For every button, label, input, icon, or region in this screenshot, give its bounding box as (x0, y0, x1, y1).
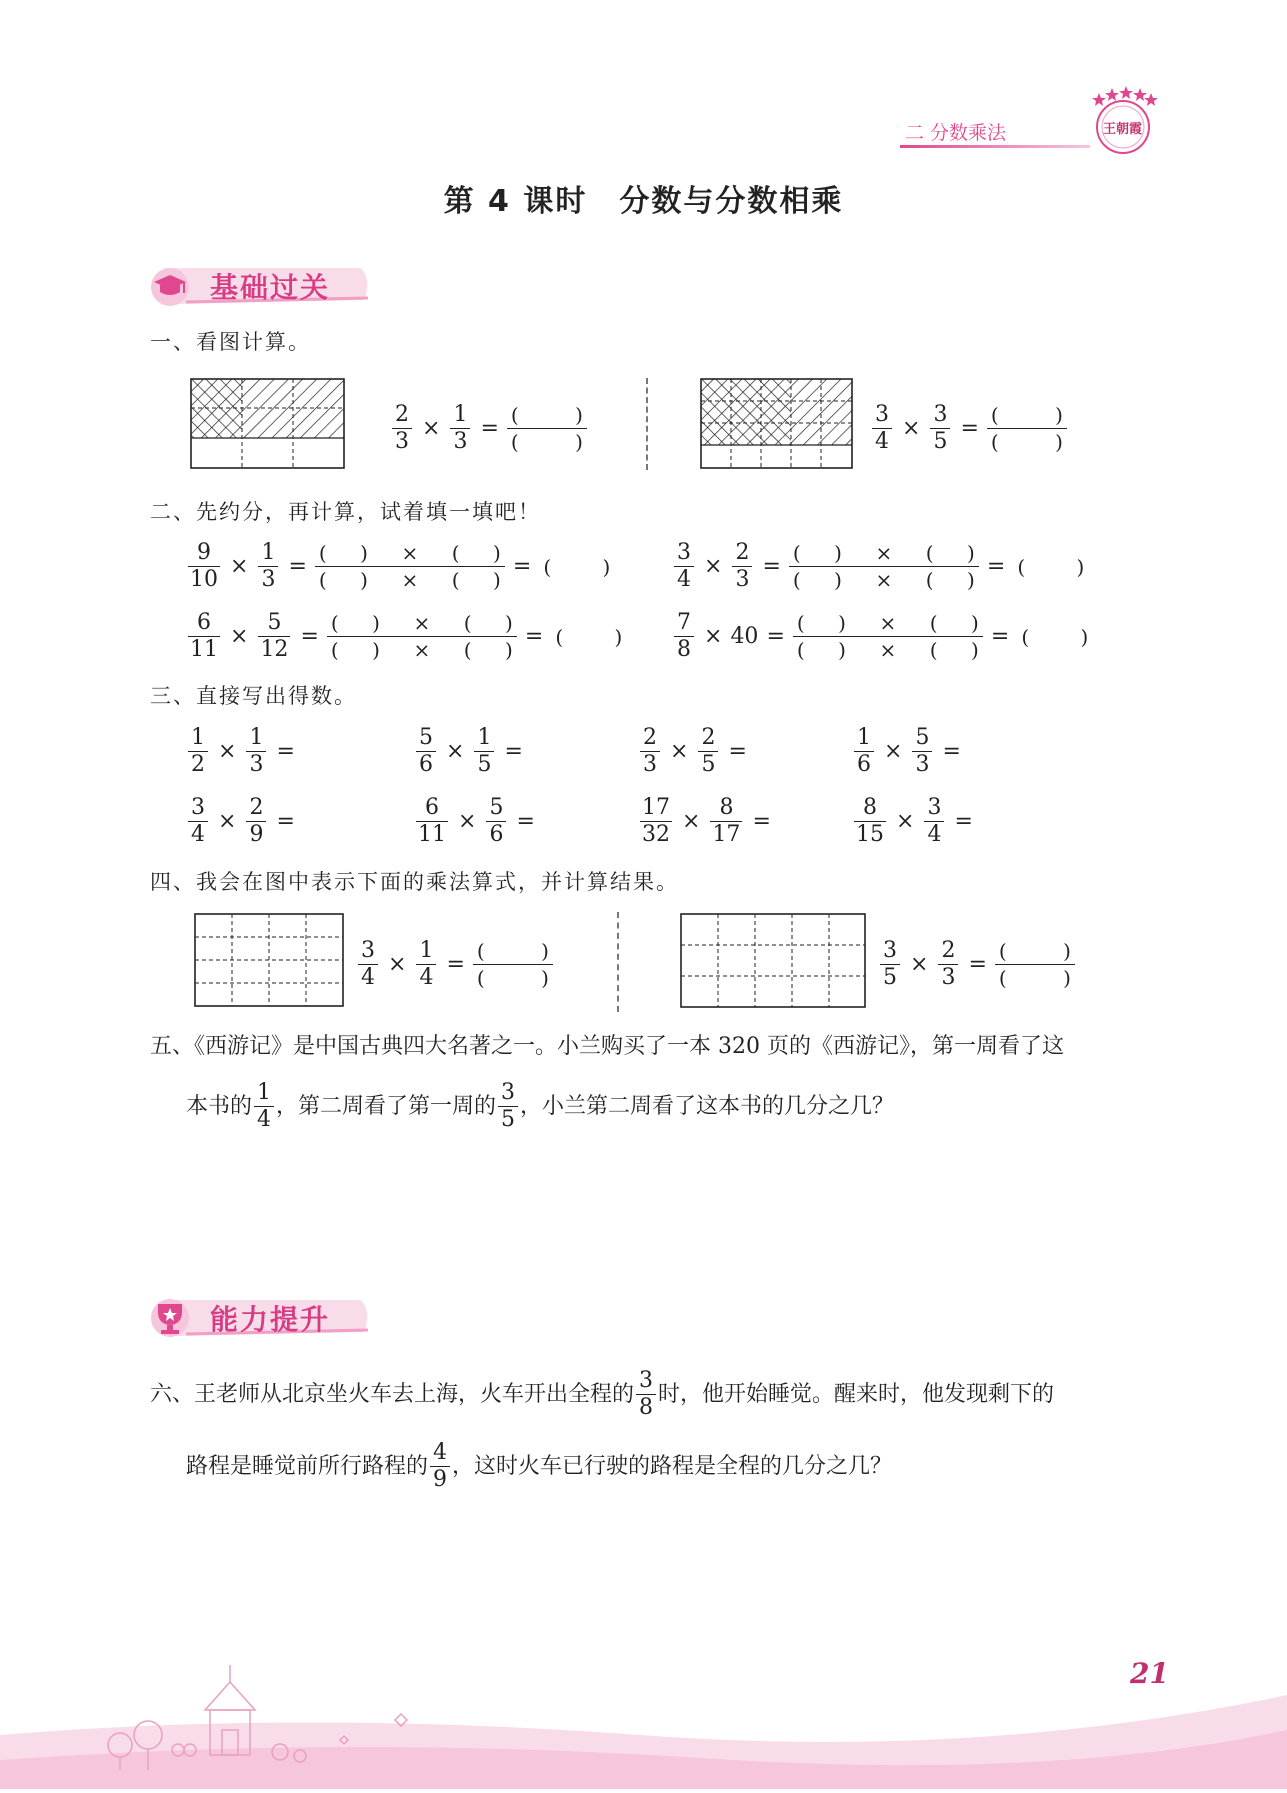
times-sign: × (230, 624, 249, 649)
denominator: 4 (188, 821, 208, 848)
answer-blank[interactable] (969, 740, 1029, 764)
q3-item (638, 725, 815, 778)
denominator: 11 (190, 637, 218, 662)
simplify-blank[interactable]: ( ) × ( ) ( ) × ( ) (793, 610, 983, 663)
denominator: 4 (416, 964, 436, 991)
numerator: 3 (191, 795, 205, 820)
section-badge-advanced (146, 1292, 376, 1342)
denominator: 3 (258, 566, 278, 593)
times-sign: × (458, 809, 477, 834)
numerator: 4 (433, 1440, 448, 1465)
fraction (254, 1080, 274, 1133)
answer-blank[interactable]: ( ) ( ) (995, 938, 1075, 991)
equals-sign: = (990, 624, 1010, 649)
denominator: 5 (498, 1106, 518, 1133)
numerator: 3 (875, 402, 889, 427)
fraction (246, 795, 266, 848)
numerator: 1 (249, 725, 264, 750)
times-sign: × (422, 416, 441, 441)
answer-blank[interactable] (543, 810, 603, 834)
denominator: 2 (188, 751, 208, 778)
denominator: 10 (190, 567, 218, 592)
numerator: 5 (489, 795, 504, 820)
answer-blank[interactable] (755, 740, 815, 764)
denominator: 6 (416, 751, 436, 778)
text: 六、王老师从北京坐火车去上海，火车开出全程的 (150, 1381, 635, 1407)
text: ，这时火车已行驶的路程是全程的几分之几？ (452, 1453, 893, 1479)
simplify-blank[interactable]: ( ) × ( ) ( ) × ( ) (789, 540, 979, 593)
denominator: 5 (698, 751, 718, 778)
q5-answer-area[interactable] (150, 1140, 1150, 1270)
denominator: 4 (674, 566, 694, 593)
q1-divider (646, 378, 648, 470)
result-blank[interactable]: ( ) (555, 624, 623, 649)
equals-sign: = (942, 739, 961, 764)
times-sign: × (902, 416, 921, 441)
numerator: 3 (361, 938, 375, 963)
equals-sign: = (766, 624, 785, 649)
equals-sign: = (968, 952, 987, 977)
text: 路程是睡觉前所行路程的 (186, 1453, 429, 1479)
q3-item (638, 795, 839, 848)
answer-blank[interactable] (981, 810, 1041, 834)
numerator: 1 (419, 938, 434, 963)
q3-item (186, 795, 363, 848)
numerator: 2 (249, 795, 264, 820)
q3-item (852, 795, 1041, 848)
section-title-basic: 基础过关 (210, 271, 331, 304)
q1-title: 一、看图计算。 (150, 330, 311, 354)
brand-logo (1085, 85, 1159, 155)
times-sign: × (704, 624, 723, 649)
denominator: 9 (246, 821, 266, 848)
q3-item (414, 725, 591, 778)
times-sign: × (682, 809, 701, 834)
equals-sign: = (276, 739, 295, 764)
answer-blank[interactable] (779, 810, 839, 834)
fraction (924, 795, 944, 848)
q6-line2 (186, 1440, 892, 1493)
fraction (640, 795, 672, 848)
q3-title: 三、直接写出得数。 (150, 684, 357, 708)
fraction (416, 725, 436, 778)
numerator: 2 (701, 725, 716, 750)
numerator: 8 (719, 795, 734, 820)
section-badge-basic (146, 260, 376, 310)
equals-sign: = (728, 739, 747, 764)
q5-line1: 五、《西游记》是中国古典四大名著之一。小兰购买了一本 320 页的《西游记》，第一周看了这 (150, 1034, 1064, 1059)
denominator: 3 (450, 428, 470, 455)
brand-logo-text: 王朝霞 (1103, 122, 1143, 137)
numerator: 5 (267, 610, 282, 635)
denominator: 5 (474, 751, 494, 778)
times-sign: × (670, 739, 689, 764)
numerator: 2 (735, 540, 750, 565)
q3-item (852, 725, 1029, 778)
numerator: 2 (395, 402, 409, 427)
text: ，第二周看了第一周的 (276, 1093, 497, 1119)
answer-blank[interactable]: ( ) ( ) (507, 402, 587, 455)
q4-left-grid[interactable] (194, 913, 346, 1011)
denominator: 17 (712, 822, 741, 847)
fraction (912, 725, 932, 778)
q6-line1 (150, 1368, 1054, 1421)
equals-sign: = (752, 809, 771, 834)
fraction (416, 795, 448, 848)
fraction (188, 725, 208, 778)
fraction (880, 938, 900, 991)
numerator: 7 (677, 610, 691, 635)
denominator: 3 (732, 566, 752, 593)
equals-sign: = (446, 952, 465, 977)
numerator: 1 (261, 540, 276, 565)
lesson-title: 第 4 课时 分数与分数相乘 (443, 184, 844, 219)
denominator: 9 (430, 1466, 450, 1493)
numerator: 8 (863, 795, 877, 820)
simplify-blank[interactable]: ( ) × ( ) ( ) × ( ) (327, 610, 517, 663)
equals-sign: = (480, 416, 499, 441)
denominator: 32 (642, 822, 670, 847)
fraction (498, 1080, 518, 1133)
fraction (450, 402, 470, 455)
times-sign: × (704, 554, 723, 579)
section-title-advanced: 能力提升 (210, 1303, 331, 1336)
q1-left-diagram (190, 378, 346, 474)
fraction (416, 938, 436, 991)
q5-line2 (186, 1080, 894, 1133)
result-blank[interactable]: ( ) (1021, 624, 1089, 649)
denominator: 3 (392, 428, 412, 455)
page-number: 21 (1130, 1657, 1169, 1690)
times-sign: × (884, 739, 903, 764)
numerator: 3 (677, 540, 691, 565)
q1-left-equation (390, 402, 587, 455)
denominator: 3 (938, 964, 958, 991)
denominator: 12 (260, 637, 289, 662)
fraction (732, 540, 752, 593)
numerator: 6 (425, 795, 439, 820)
equals-sign: = (762, 554, 781, 579)
q3-item (186, 725, 363, 778)
times-sign: × (910, 952, 929, 977)
numerator: 2 (941, 938, 956, 963)
times-sign: × (218, 809, 237, 834)
fraction (246, 725, 266, 778)
fraction (258, 540, 278, 593)
numerator: 5 (915, 725, 930, 750)
fraction (640, 725, 660, 778)
fraction (854, 795, 886, 848)
fraction (674, 540, 694, 593)
chapter-underline (900, 145, 1090, 148)
denominator: 4 (924, 821, 944, 848)
denominator: 3 (246, 751, 266, 778)
times-sign: × (446, 739, 465, 764)
q2-item (186, 540, 614, 593)
numerator: 1 (191, 725, 205, 750)
times-sign: × (230, 554, 249, 579)
fraction (938, 938, 958, 991)
answer-blank[interactable] (303, 740, 363, 764)
numerator: 3 (639, 1368, 654, 1393)
numerator: 2 (643, 725, 657, 750)
denominator: 6 (486, 821, 506, 848)
equals-sign: = (954, 809, 973, 834)
equals-sign: = (300, 624, 319, 649)
denominator: 4 (872, 428, 892, 455)
fraction (674, 610, 694, 663)
numerator: 1 (453, 402, 468, 427)
q1-right-diagram (700, 378, 854, 474)
simplify-blank[interactable]: ( ) × ( ) ( ) × ( ) (315, 540, 505, 593)
times-sign: × (218, 739, 237, 764)
q4-right-grid[interactable] (680, 913, 867, 1013)
denominator: 3 (640, 751, 660, 778)
equals-sign: = (960, 416, 979, 441)
q4-title: 四、我会在图中表示下面的乘法算式，并计算结果。 (150, 870, 679, 894)
numerator: 3 (927, 795, 942, 820)
denominator: 8 (674, 636, 694, 663)
fraction (698, 725, 718, 778)
denominator: 15 (856, 822, 884, 847)
denominator: 6 (854, 751, 874, 778)
chapter-label: 二 分数乘法 (905, 122, 1007, 144)
numerator: 17 (642, 795, 670, 820)
fraction (474, 725, 494, 778)
equals-sign: = (504, 739, 523, 764)
answer-blank[interactable] (531, 740, 591, 764)
equals-sign: = (524, 624, 544, 649)
chapter-header (905, 118, 1075, 142)
numerator: 3 (883, 938, 897, 963)
fraction (188, 610, 220, 663)
answer-blank[interactable]: ( ) ( ) (987, 402, 1067, 455)
q4-left-equation (356, 938, 553, 991)
answer-blank[interactable]: ( ) ( ) (473, 938, 553, 991)
numerator: 1 (857, 725, 871, 750)
numerator: 1 (257, 1080, 272, 1105)
denominator: 5 (930, 428, 950, 455)
fraction (430, 1440, 450, 1493)
result-blank[interactable]: ( ) (543, 554, 611, 579)
fraction (710, 795, 742, 848)
equals-sign: = (512, 554, 532, 579)
footer-decoration (0, 1640, 1287, 1789)
q3-item (414, 795, 603, 848)
q2-item (186, 610, 626, 663)
fraction (872, 402, 892, 455)
denominator: 8 (636, 1394, 656, 1421)
numerator: 1 (477, 725, 492, 750)
q1-right-equation (870, 402, 1067, 455)
denominator: 3 (912, 751, 932, 778)
text: ，小兰第二周看了这本书的几分之几？ (520, 1093, 895, 1119)
q2-title: 二、先约分，再计算，试着填一填吧！ (150, 500, 541, 524)
fraction (636, 1368, 656, 1421)
fraction (188, 795, 208, 848)
answer-blank[interactable] (303, 810, 363, 834)
equals-sign: = (516, 809, 535, 834)
equals-sign: = (276, 809, 295, 834)
q4-right-equation (878, 938, 1075, 991)
denominator: 4 (254, 1106, 274, 1133)
numerator: 5 (419, 725, 433, 750)
fraction (258, 610, 290, 663)
numerator: 9 (197, 540, 211, 565)
equals-sign: = (986, 554, 1006, 579)
denominator: 5 (880, 964, 900, 991)
q2-item (672, 540, 1088, 593)
numerator: 3 (501, 1080, 516, 1105)
times-sign: × (896, 809, 915, 834)
equals-sign: = (288, 554, 307, 579)
integer: 40 (730, 624, 759, 649)
q2-item (672, 610, 1092, 663)
fraction (930, 402, 950, 455)
fraction (392, 402, 412, 455)
text: 本书的 (186, 1093, 253, 1119)
denominator: 11 (418, 822, 446, 847)
q6-answer-area[interactable] (150, 1500, 1150, 1650)
fraction (358, 938, 378, 991)
fraction (854, 725, 874, 778)
times-sign: × (388, 952, 407, 977)
q4-divider (617, 912, 619, 1012)
fraction (188, 540, 220, 593)
result-blank[interactable]: ( ) (1017, 554, 1085, 579)
fraction (486, 795, 506, 848)
numerator: 3 (933, 402, 948, 427)
text: 时，他开始睡觉。醒来时，他发现剩下的 (658, 1381, 1055, 1407)
numerator: 6 (197, 610, 211, 635)
denominator: 4 (358, 964, 378, 991)
